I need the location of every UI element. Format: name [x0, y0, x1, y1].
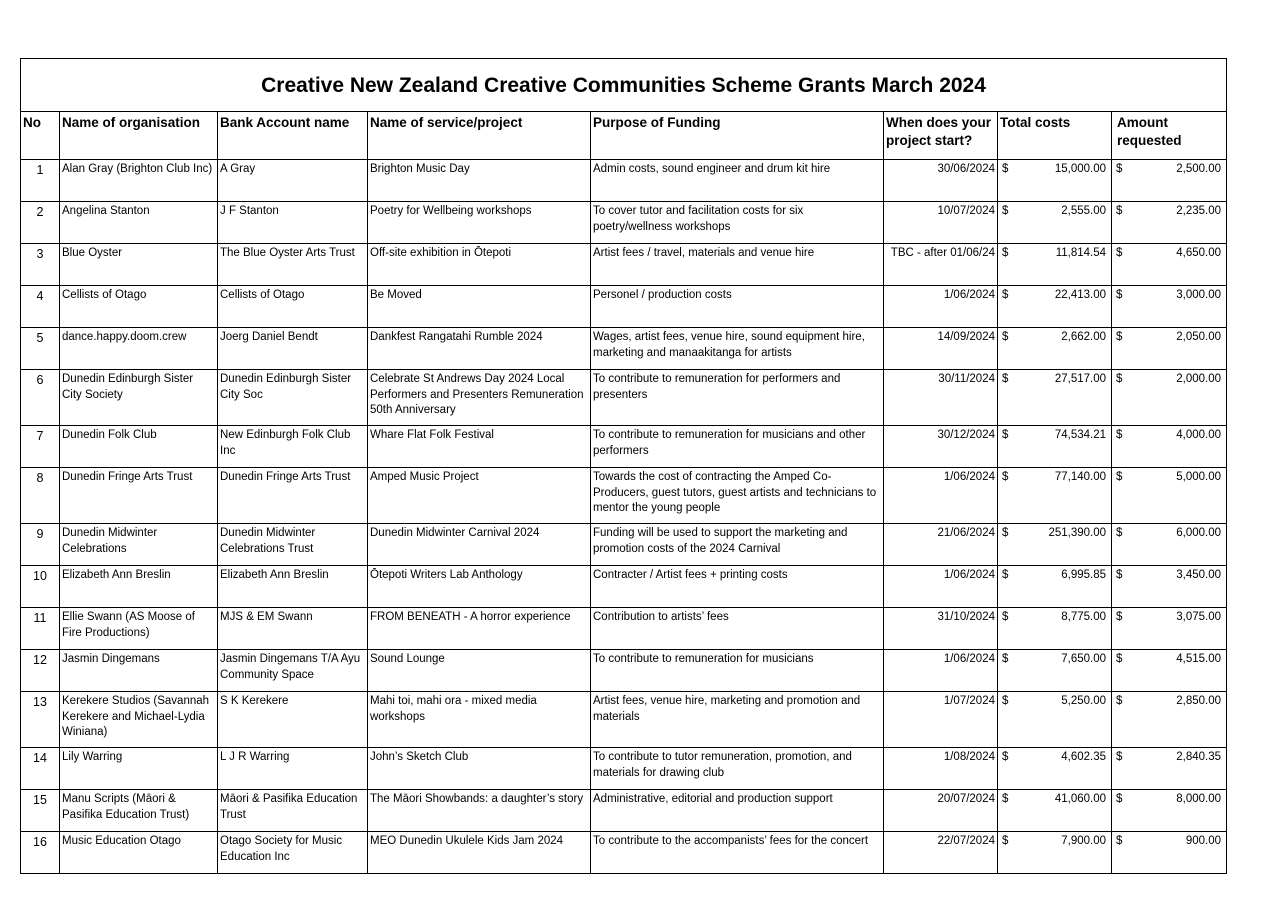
- table-row: [21, 790, 1227, 832]
- table-row: [21, 608, 1227, 650]
- total-costs-cell: [998, 286, 1112, 328]
- amount-requested-cell: [1112, 608, 1227, 650]
- project-name: The Māori Showbands: a daughter’s story: [368, 790, 591, 832]
- project-name: Dunedin Midwinter Carnival 2024: [368, 524, 591, 566]
- row-number: 10: [21, 566, 60, 608]
- amount-requested-cell: [1112, 328, 1227, 370]
- funding-purpose: Wages, artist fees, venue hire, sound equipment hire, marketing and manaakitanga for artists: [591, 328, 884, 370]
- funding-purpose: Contracter / Artist fees + printing costs: [591, 566, 884, 608]
- project-name: John’s Sketch Club: [368, 748, 591, 790]
- project-name: FROM BENEATH - A horror experience: [368, 608, 591, 650]
- currency-symbol: $: [1116, 247, 1123, 259]
- organisation-name: dance.happy.doom.crew: [60, 328, 218, 370]
- funding-purpose: To contribute to remuneration for performers and presenters: [591, 370, 884, 426]
- bank-account-name: Jasmin Dingemans T/A Ayu Community Space: [218, 650, 368, 692]
- total-costs-cell: [998, 692, 1112, 748]
- grants-sheet: [20, 58, 1226, 874]
- funding-purpose: Admin costs, sound engineer and drum kit hire: [591, 160, 884, 202]
- total-costs-cell: [998, 524, 1112, 566]
- header-project: Name of service/project: [368, 112, 591, 160]
- organisation-name: Kerekere Studios (Savannah Kerekere and Michael-Lydia Winiana): [60, 692, 218, 748]
- amount-requested-value: 4,650.00: [1176, 247, 1222, 259]
- total-costs-cell: [998, 832, 1112, 874]
- table-row: [21, 832, 1227, 874]
- amount-requested-cell: [1112, 286, 1227, 328]
- total-costs-cell: [998, 468, 1112, 524]
- amount-requested-cell: [1112, 370, 1227, 426]
- project-name: Amped Music Project: [368, 468, 591, 524]
- total-costs-value: 15,000.00: [1054, 163, 1106, 175]
- currency-symbol: $: [1116, 527, 1123, 539]
- total-costs-value: 7,900.00: [1061, 835, 1106, 847]
- row-number: 5: [21, 328, 60, 370]
- currency-symbol: $: [1002, 611, 1009, 623]
- amount-requested-cell: [1112, 524, 1227, 566]
- bank-account-name: Joerg Daniel Bendt: [218, 328, 368, 370]
- amount-requested-cell: [1112, 244, 1227, 286]
- amount-requested-value: 2,500.00: [1176, 163, 1222, 175]
- row-number: 3: [21, 244, 60, 286]
- currency-symbol: $: [1116, 471, 1123, 483]
- currency-symbol: $: [1002, 205, 1009, 217]
- organisation-name: Dunedin Midwinter Celebrations: [60, 524, 218, 566]
- total-costs-value: 6,995.85: [1061, 569, 1106, 581]
- table-row: [21, 468, 1227, 524]
- funding-purpose: Contribution to artists’ fees: [591, 608, 884, 650]
- project-start-date: 10/07/2024: [884, 202, 998, 244]
- table-row: [21, 202, 1227, 244]
- total-costs-value: 251,390.00: [1048, 527, 1106, 539]
- table-row: [21, 650, 1227, 692]
- currency-symbol: $: [1002, 569, 1009, 581]
- organisation-name: Angelina Stanton: [60, 202, 218, 244]
- currency-symbol: $: [1116, 751, 1123, 763]
- funding-purpose: To contribute to the accompanists’ fees for the concert: [591, 832, 884, 874]
- funding-purpose: To contribute to remuneration for musicians: [591, 650, 884, 692]
- currency-symbol: $: [1116, 331, 1123, 343]
- amount-requested-value: 6,000.00: [1176, 527, 1222, 539]
- project-start-date: 14/09/2024: [884, 328, 998, 370]
- currency-symbol: $: [1116, 653, 1123, 665]
- bank-account-name: MJS & EM Swann: [218, 608, 368, 650]
- funding-purpose: Artist fees / travel, materials and venue hire: [591, 244, 884, 286]
- project-name: Celebrate St Andrews Day 2024 Local Performers and Presenters Remuneration 50th Anniversary: [368, 370, 591, 426]
- project-name: Sound Lounge: [368, 650, 591, 692]
- bank-account-name: S K Kerekere: [218, 692, 368, 748]
- project-start-date: 1/06/2024: [884, 566, 998, 608]
- project-name: Mahi toi, mahi ora - mixed media workshops: [368, 692, 591, 748]
- bank-account-name: J F Stanton: [218, 202, 368, 244]
- bank-account-name: Dunedin Fringe Arts Trust: [218, 468, 368, 524]
- bank-account-name: New Edinburgh Folk Club Inc: [218, 426, 368, 468]
- table-row: [21, 426, 1227, 468]
- organisation-name: Dunedin Edinburgh Sister City Society: [60, 370, 218, 426]
- amount-requested-value: 3,000.00: [1176, 289, 1222, 301]
- total-costs-cell: [998, 650, 1112, 692]
- bank-account-name: A Gray: [218, 160, 368, 202]
- bank-account-name: Cellists of Otago: [218, 286, 368, 328]
- amount-requested-cell: [1112, 202, 1227, 244]
- table-row: [21, 748, 1227, 790]
- header-start: When does your project start?: [884, 112, 998, 160]
- total-costs-cell: [998, 790, 1112, 832]
- currency-symbol: $: [1116, 569, 1123, 581]
- total-costs-value: 74,534.21: [1054, 429, 1106, 441]
- amount-requested-value: 4,515.00: [1176, 653, 1222, 665]
- total-costs-cell: [998, 202, 1112, 244]
- currency-symbol: $: [1002, 331, 1009, 343]
- project-start-date: 1/06/2024: [884, 650, 998, 692]
- total-costs-cell: [998, 160, 1112, 202]
- project-start-date: 1/08/2024: [884, 748, 998, 790]
- table-row: [21, 566, 1227, 608]
- total-costs-cell: [998, 426, 1112, 468]
- project-start-date: 1/07/2024: [884, 692, 998, 748]
- project-start-date: TBC - after 01/06/24: [884, 244, 998, 286]
- amount-requested-value: 3,075.00: [1176, 611, 1222, 623]
- amount-requested-value: 8,000.00: [1176, 793, 1222, 805]
- total-costs-value: 27,517.00: [1054, 373, 1106, 385]
- bank-account-name: Dunedin Edinburgh Sister City Soc: [218, 370, 368, 426]
- table-row: [21, 286, 1227, 328]
- bank-account-name: L J R Warring: [218, 748, 368, 790]
- page-title: Creative New Zealand Creative Communities Scheme Grants March 2024: [21, 59, 1227, 112]
- row-number: 12: [21, 650, 60, 692]
- currency-symbol: $: [1002, 527, 1009, 539]
- organisation-name: Cellists of Otago: [60, 286, 218, 328]
- row-number: 16: [21, 832, 60, 874]
- funding-purpose: Funding will be used to support the marketing and promotion costs of the 2024 Carnival: [591, 524, 884, 566]
- organisation-name: Jasmin Dingemans: [60, 650, 218, 692]
- table-body: [21, 160, 1227, 874]
- amount-requested-value: 900.00: [1185, 835, 1222, 847]
- funding-purpose: To cover tutor and facilitation costs for six poetry/wellness workshops: [591, 202, 884, 244]
- amount-requested-value: 4,000.00: [1176, 429, 1222, 441]
- total-costs-value: 7,650.00: [1061, 653, 1106, 665]
- total-costs-cell: [998, 608, 1112, 650]
- total-costs-cell: [998, 244, 1112, 286]
- currency-symbol: $: [1002, 429, 1009, 441]
- total-costs-value: 2,555.00: [1061, 205, 1106, 217]
- organisation-name: Ellie Swann (AS Moose of Fire Productions): [60, 608, 218, 650]
- bank-account-name: Otago Society for Music Education Inc: [218, 832, 368, 874]
- total-costs-cell: [998, 748, 1112, 790]
- total-costs-cell: [998, 328, 1112, 370]
- project-start-date: 1/06/2024: [884, 468, 998, 524]
- organisation-name: Music Education Otago: [60, 832, 218, 874]
- total-costs-value: 77,140.00: [1054, 471, 1106, 483]
- total-costs-cell: [998, 566, 1112, 608]
- amount-requested-cell: [1112, 650, 1227, 692]
- organisation-name: Elizabeth Ann Breslin: [60, 566, 218, 608]
- funding-purpose: To contribute to remuneration for musicians and other performers: [591, 426, 884, 468]
- currency-symbol: $: [1116, 205, 1123, 217]
- currency-symbol: $: [1116, 163, 1123, 175]
- row-number: 2: [21, 202, 60, 244]
- header-organisation: Name of organisation: [60, 112, 218, 160]
- amount-requested-value: 3,450.00: [1176, 569, 1222, 581]
- project-name: Whare Flat Folk Festival: [368, 426, 591, 468]
- currency-symbol: $: [1116, 793, 1123, 805]
- header-no: No: [21, 112, 60, 160]
- currency-symbol: $: [1002, 289, 1009, 301]
- bank-account-name: The Blue Oyster Arts Trust: [218, 244, 368, 286]
- organisation-name: Dunedin Fringe Arts Trust: [60, 468, 218, 524]
- currency-symbol: $: [1002, 163, 1009, 175]
- row-number: 13: [21, 692, 60, 748]
- header-purpose: Purpose of Funding: [591, 112, 884, 160]
- total-costs-value: 11,814.54: [1055, 247, 1106, 259]
- organisation-name: Lily Warring: [60, 748, 218, 790]
- total-costs-value: 8,775.00: [1061, 611, 1106, 623]
- total-costs-cell: [998, 370, 1112, 426]
- funding-purpose: Personel / production costs: [591, 286, 884, 328]
- amount-requested-cell: [1112, 832, 1227, 874]
- row-number: 7: [21, 426, 60, 468]
- organisation-name: Dunedin Folk Club: [60, 426, 218, 468]
- amount-requested-value: 2,235.00: [1176, 205, 1222, 217]
- total-costs-value: 22,413.00: [1054, 289, 1106, 301]
- project-start-date: 20/07/2024: [884, 790, 998, 832]
- project-start-date: 30/12/2024: [884, 426, 998, 468]
- row-number: 9: [21, 524, 60, 566]
- amount-requested-cell: [1112, 790, 1227, 832]
- project-name: Off-site exhibition in Ōtepoti: [368, 244, 591, 286]
- table-row: [21, 328, 1227, 370]
- project-start-date: 1/06/2024: [884, 286, 998, 328]
- amount-requested-cell: [1112, 426, 1227, 468]
- row-number: 15: [21, 790, 60, 832]
- organisation-name: Blue Oyster: [60, 244, 218, 286]
- project-start-date: 30/06/2024: [884, 160, 998, 202]
- table-row: [21, 160, 1227, 202]
- amount-requested-cell: [1112, 692, 1227, 748]
- amount-requested-cell: [1112, 468, 1227, 524]
- amount-requested-value: 2,850.00: [1176, 695, 1222, 707]
- title-row: [21, 59, 1227, 112]
- currency-symbol: $: [1002, 695, 1009, 707]
- table-row: [21, 244, 1227, 286]
- currency-symbol: $: [1116, 835, 1123, 847]
- project-start-date: 21/06/2024: [884, 524, 998, 566]
- project-name: Be Moved: [368, 286, 591, 328]
- project-start-date: 31/10/2024: [884, 608, 998, 650]
- project-name: Brighton Music Day: [368, 160, 591, 202]
- row-number: 6: [21, 370, 60, 426]
- header-total: Total costs: [998, 112, 1112, 160]
- amount-requested-cell: [1112, 566, 1227, 608]
- funding-purpose: To contribute to tutor remuneration, promotion, and materials for drawing club: [591, 748, 884, 790]
- funding-purpose: Towards the cost of contracting the Amped Co-Producers, guest tutors, guest artists and technicians to mentor the young people: [591, 468, 884, 524]
- project-name: MEO Dunedin Ukulele Kids Jam 2024: [368, 832, 591, 874]
- amount-requested-value: 2,840.35: [1176, 751, 1222, 763]
- bank-account-name: Dunedin Midwinter Celebrations Trust: [218, 524, 368, 566]
- currency-symbol: $: [1002, 751, 1009, 763]
- row-number: 14: [21, 748, 60, 790]
- bank-account-name: Māori & Pasifika Education Trust: [218, 790, 368, 832]
- project-name: Dankfest Rangatahi Rumble 2024: [368, 328, 591, 370]
- amount-requested-cell: [1112, 748, 1227, 790]
- currency-symbol: $: [1116, 289, 1123, 301]
- currency-symbol: $: [1116, 373, 1123, 385]
- currency-symbol: $: [1002, 653, 1009, 665]
- project-name: Poetry for Wellbeing workshops: [368, 202, 591, 244]
- funding-purpose: Administrative, editorial and production support: [591, 790, 884, 832]
- project-name: Ōtepoti Writers Lab Anthology: [368, 566, 591, 608]
- table-row: [21, 524, 1227, 566]
- funding-purpose: Artist fees, venue hire, marketing and promotion and materials: [591, 692, 884, 748]
- total-costs-value: 5,250.00: [1061, 695, 1106, 707]
- organisation-name: Alan Gray (Brighton Club Inc): [60, 160, 218, 202]
- currency-symbol: $: [1116, 429, 1123, 441]
- currency-symbol: $: [1002, 247, 1009, 259]
- amount-requested-value: 5,000.00: [1176, 471, 1222, 483]
- row-number: 1: [21, 160, 60, 202]
- currency-symbol: $: [1116, 611, 1123, 623]
- currency-symbol: $: [1116, 695, 1123, 707]
- currency-symbol: $: [1002, 793, 1009, 805]
- bank-account-name: Elizabeth Ann Breslin: [218, 566, 368, 608]
- table-row: [21, 692, 1227, 748]
- total-costs-value: 41,060.00: [1054, 793, 1106, 805]
- total-costs-value: 2,662.00: [1061, 331, 1106, 343]
- organisation-name: Manu Scripts (Māori & Pasifika Education Trust): [60, 790, 218, 832]
- header-row: [21, 112, 1227, 160]
- project-start-date: 30/11/2024: [884, 370, 998, 426]
- currency-symbol: $: [1002, 835, 1009, 847]
- header-bank-account: Bank Account name: [218, 112, 368, 160]
- project-start-date: 22/07/2024: [884, 832, 998, 874]
- header-requested: Amount requested: [1112, 112, 1227, 160]
- row-number: 11: [21, 608, 60, 650]
- row-number: 4: [21, 286, 60, 328]
- amount-requested-value: 2,050.00: [1176, 331, 1222, 343]
- amount-requested-cell: [1112, 160, 1227, 202]
- amount-requested-value: 2,000.00: [1176, 373, 1222, 385]
- currency-symbol: $: [1002, 373, 1009, 385]
- grants-table: [20, 58, 1227, 874]
- currency-symbol: $: [1002, 471, 1009, 483]
- row-number: 8: [21, 468, 60, 524]
- total-costs-value: 4,602.35: [1061, 751, 1106, 763]
- table-row: [21, 370, 1227, 426]
